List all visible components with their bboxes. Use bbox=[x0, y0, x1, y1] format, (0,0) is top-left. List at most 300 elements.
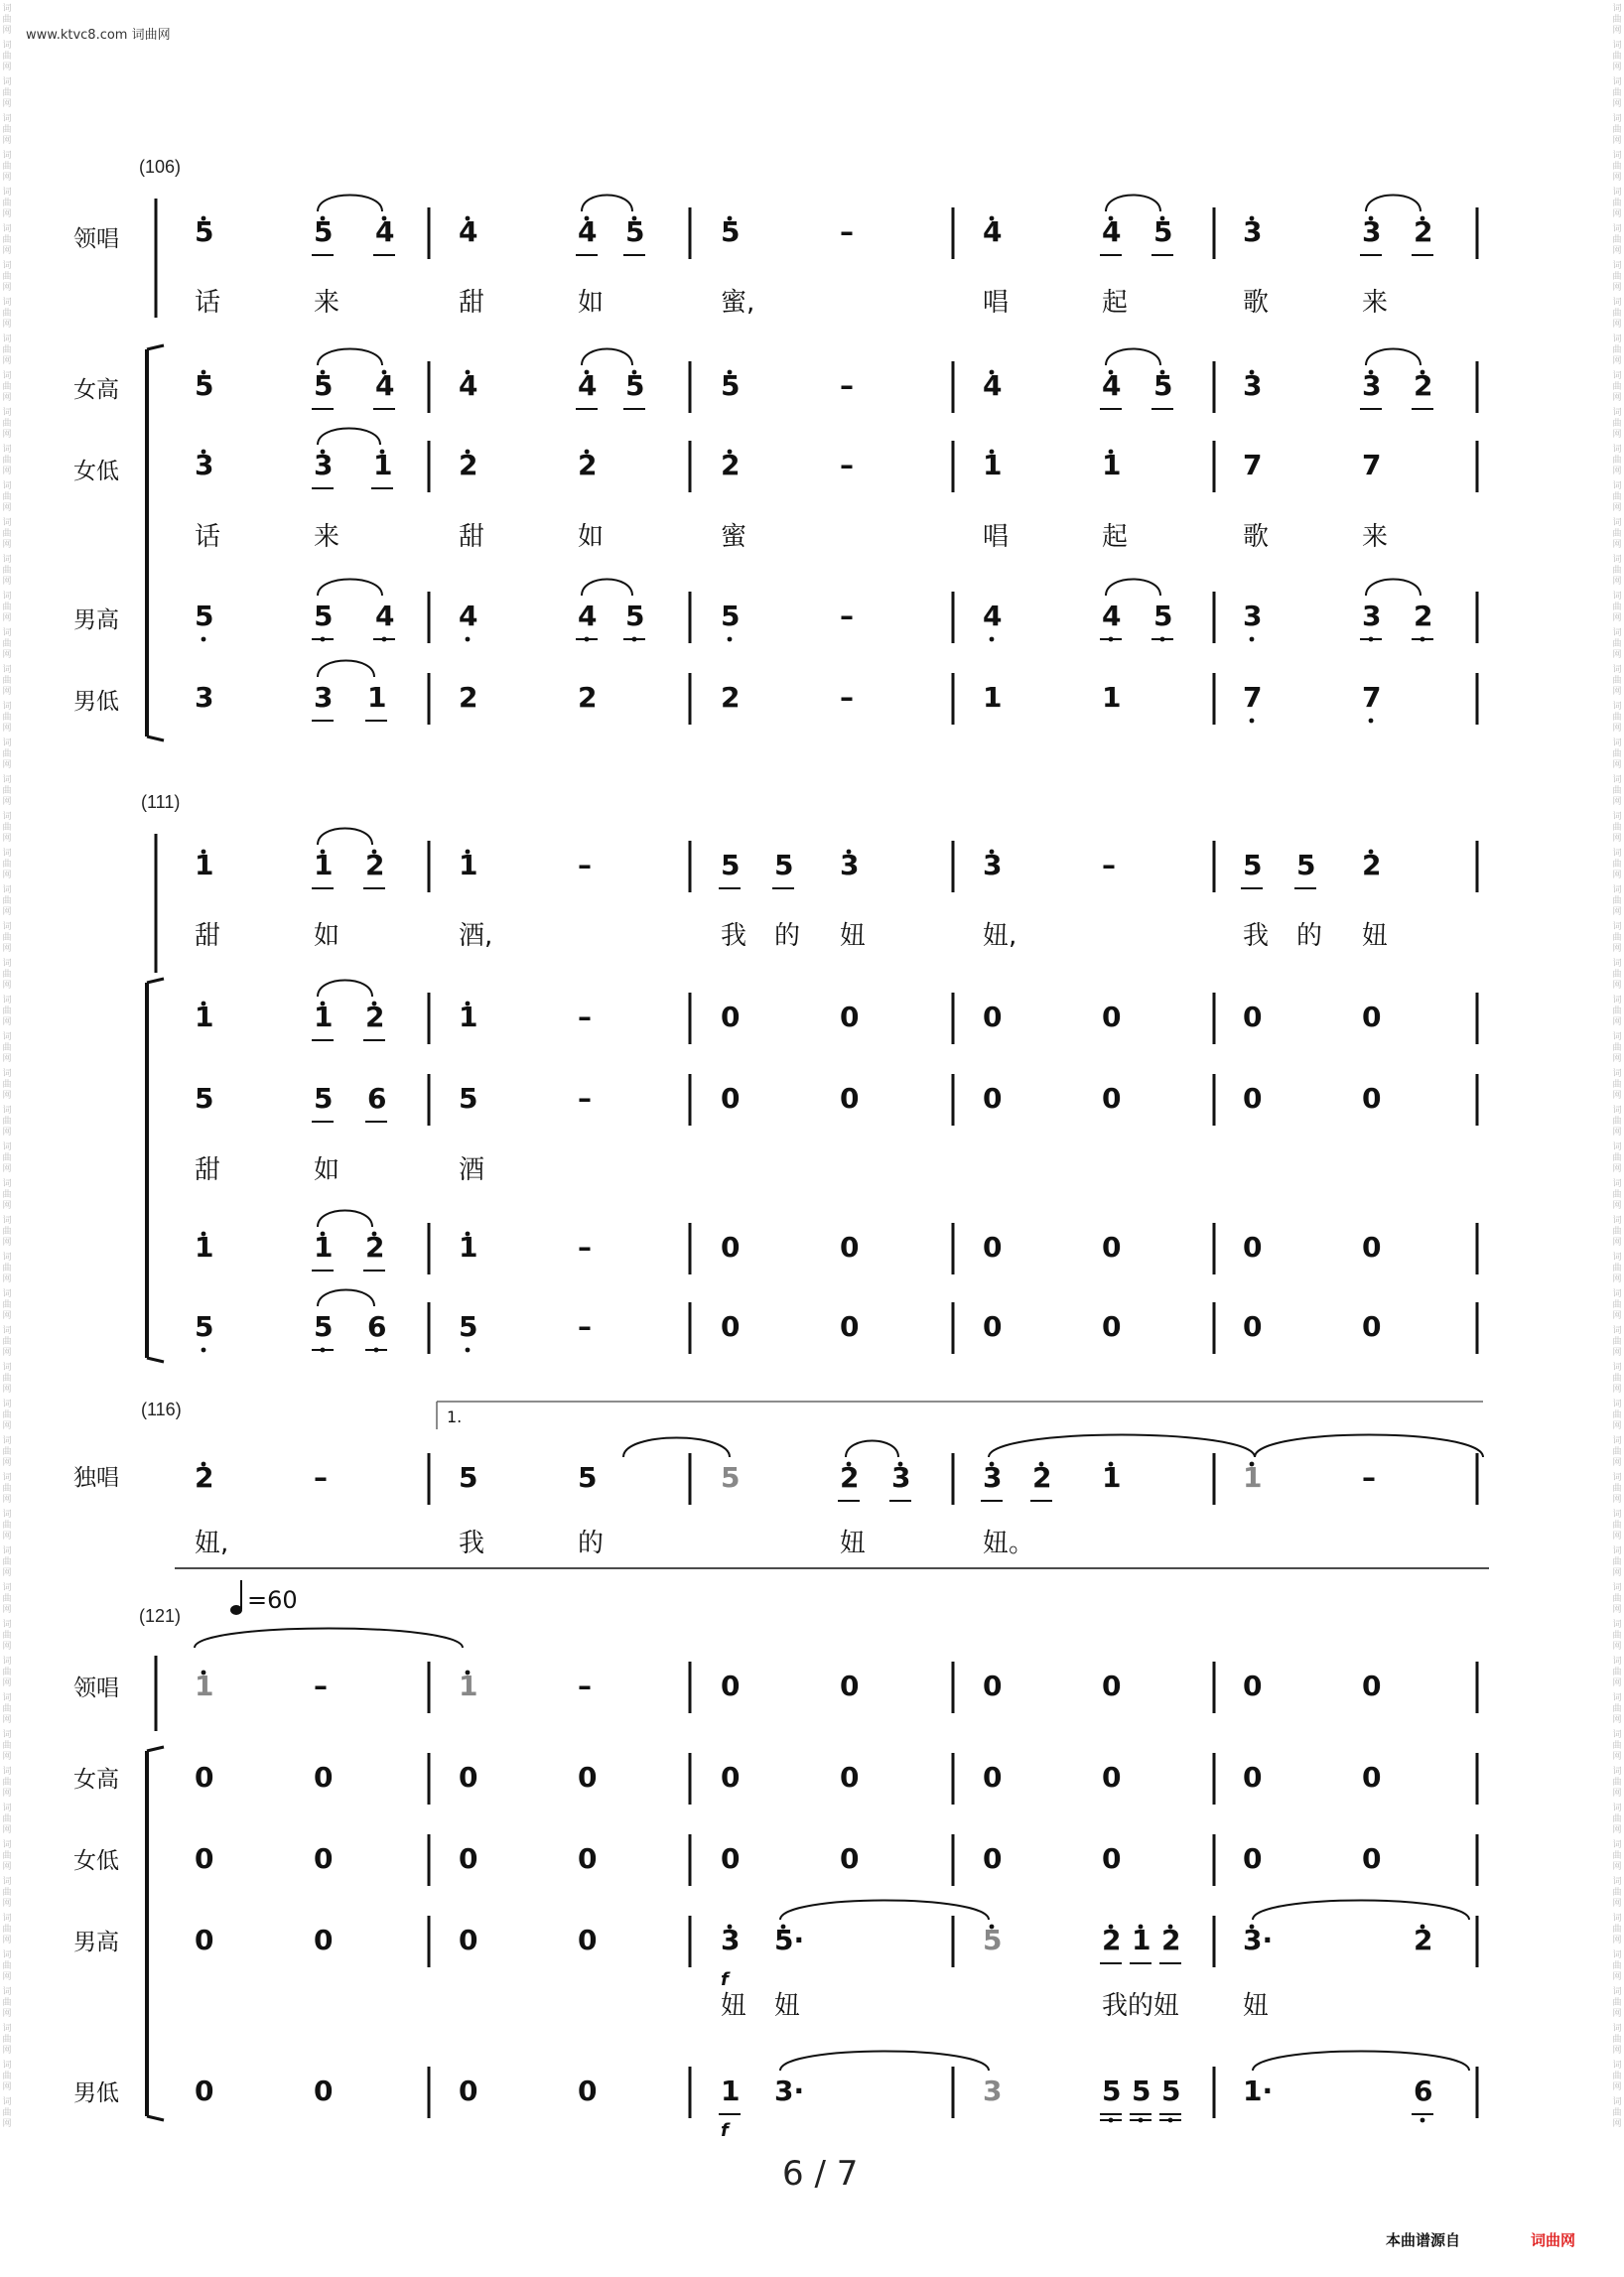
note: 0 bbox=[1102, 1761, 1122, 1794]
watermark-text: 词曲网 bbox=[1612, 4, 1622, 36]
note: 0 bbox=[578, 1842, 598, 1875]
note: 5 bbox=[721, 600, 741, 632]
note: 5 bbox=[195, 1082, 214, 1115]
note: 0 bbox=[983, 1670, 1003, 1702]
watermark-text: 词曲网 bbox=[2, 922, 12, 954]
note: 2 bbox=[1414, 1924, 1433, 1956]
watermark-text: 词曲网 bbox=[2, 1216, 12, 1248]
watermark-text: 词曲网 bbox=[1612, 1400, 1622, 1431]
note: 3 bbox=[1243, 600, 1263, 632]
note: 5 bbox=[314, 600, 334, 632]
note: 0 bbox=[840, 1231, 860, 1264]
watermark-text: 词曲网 bbox=[1612, 1253, 1622, 1284]
slur bbox=[582, 349, 632, 366]
watermark-text: 词曲网 bbox=[1612, 114, 1622, 146]
lyric: 如 bbox=[578, 288, 605, 318]
note: 4 bbox=[459, 215, 478, 248]
lyric: 甜 bbox=[195, 1155, 221, 1185]
lyric: 如 bbox=[578, 522, 605, 552]
slur bbox=[780, 2052, 989, 2072]
watermark-text: 词曲网 bbox=[1612, 628, 1622, 660]
slur bbox=[623, 1438, 730, 1458]
lyric: 我 bbox=[721, 921, 747, 951]
watermark-text: 词曲网 bbox=[2, 1693, 12, 1725]
note: 5 bbox=[195, 215, 214, 248]
lyric: 妞, bbox=[983, 921, 1017, 951]
note: 3· bbox=[1243, 1924, 1274, 1956]
note: 0 bbox=[314, 1924, 334, 1956]
watermark-text: 词曲网 bbox=[1612, 335, 1622, 366]
slur bbox=[1253, 1901, 1469, 1921]
note: 0 bbox=[195, 1842, 214, 1875]
lyric: 起 bbox=[1102, 288, 1129, 318]
watermark-text: 词曲网 bbox=[1612, 812, 1622, 844]
lyric: 歌 bbox=[1243, 522, 1270, 552]
watermark-text: 词曲网 bbox=[2, 41, 12, 72]
note: 4 bbox=[375, 600, 395, 632]
watermark-text: 词曲网 bbox=[1612, 1987, 1622, 2019]
note: 5 bbox=[195, 369, 214, 402]
note: 0 bbox=[721, 1310, 741, 1343]
note: 5 bbox=[459, 1082, 478, 1115]
watermark-text: 词曲网 bbox=[1612, 1216, 1622, 1248]
note: 0 bbox=[840, 1310, 860, 1343]
note: 5 bbox=[1153, 215, 1173, 248]
note: 2 bbox=[578, 449, 598, 481]
watermark-text: 词曲网 bbox=[2, 114, 12, 146]
watermark-text: 词曲网 bbox=[2, 592, 12, 623]
lyric: 甜 bbox=[195, 921, 221, 951]
slur bbox=[1106, 196, 1160, 212]
note: 4 bbox=[983, 369, 1003, 402]
note: 2 bbox=[1362, 849, 1382, 881]
note: 0 bbox=[721, 1231, 741, 1264]
note: 1 bbox=[983, 681, 1003, 714]
lyric: 酒, bbox=[459, 921, 493, 951]
note: 1 bbox=[195, 1001, 214, 1033]
voice-label-bass: 男低 bbox=[73, 689, 119, 715]
watermark-text: 词曲网 bbox=[2, 1657, 12, 1688]
watermark-text: 词曲网 bbox=[1612, 1032, 1622, 1064]
note: 5 bbox=[195, 600, 214, 632]
watermark-text: 词曲网 bbox=[1612, 775, 1622, 807]
note: 5 bbox=[1153, 600, 1173, 632]
note: 2 bbox=[578, 681, 598, 714]
watermark-text: 词曲网 bbox=[1612, 151, 1622, 183]
watermark-text: 词曲网 bbox=[1612, 959, 1622, 991]
watermark-text: 词曲网 bbox=[1612, 1693, 1622, 1725]
watermark-text: 词曲网 bbox=[2, 812, 12, 844]
lyric: 来 bbox=[314, 288, 340, 318]
watermark-text: 词曲网 bbox=[1612, 408, 1622, 440]
lyric: 妞 bbox=[1362, 921, 1389, 951]
watermark-text: 词曲网 bbox=[2, 481, 12, 513]
note: 3 bbox=[1243, 215, 1263, 248]
watermark-text: 词曲网 bbox=[2, 445, 12, 476]
measure-number: (116) bbox=[141, 1400, 182, 1419]
note: 1 bbox=[459, 1001, 478, 1033]
watermark-text: 词曲网 bbox=[1612, 371, 1622, 403]
measure-number: (106) bbox=[139, 157, 182, 177]
watermark-text: 词曲网 bbox=[2, 1142, 12, 1174]
note: 0 bbox=[195, 1924, 214, 1956]
slur bbox=[318, 349, 382, 366]
note: – bbox=[840, 681, 854, 714]
note: 7 bbox=[1243, 681, 1263, 714]
site-header: www.ktvc8.com 词曲网 bbox=[26, 28, 171, 43]
watermark-text: 词曲网 bbox=[1612, 1510, 1622, 1541]
lyric: 蜜, bbox=[721, 288, 755, 318]
watermark-text: 词曲网 bbox=[1612, 518, 1622, 550]
note: 4 bbox=[459, 600, 478, 632]
note: 0 bbox=[459, 1924, 478, 1956]
note: – bbox=[314, 1670, 328, 1702]
slur bbox=[318, 580, 382, 597]
note: 0 bbox=[840, 1001, 860, 1033]
note: 3 bbox=[983, 849, 1003, 881]
note: 0 bbox=[578, 1924, 598, 1956]
watermark-text: 词曲网 bbox=[2, 1436, 12, 1468]
note: 2 bbox=[459, 681, 478, 714]
watermark-text: 词曲网 bbox=[2, 1730, 12, 1762]
note: 4 bbox=[375, 369, 395, 402]
lyric: 歌 bbox=[1243, 288, 1270, 318]
voice-label-bass: 男低 bbox=[73, 2080, 119, 2106]
note: – bbox=[578, 1001, 592, 1033]
watermark-text: 词曲网 bbox=[1612, 1657, 1622, 1688]
slur bbox=[846, 1441, 898, 1458]
dynamic-mark: f bbox=[721, 2120, 729, 2141]
octave-dot bbox=[1369, 719, 1374, 724]
note: 0 bbox=[578, 2075, 598, 2107]
note: 5 bbox=[314, 215, 334, 248]
note: 4 bbox=[1102, 369, 1122, 402]
note: 1 bbox=[1102, 681, 1122, 714]
lyric: 唱 bbox=[983, 522, 1010, 552]
dynamic-mark: f bbox=[721, 1969, 729, 1990]
voice-label-sop: 女高 bbox=[73, 377, 119, 403]
note: 3 bbox=[891, 1461, 911, 1494]
note: 1 bbox=[314, 849, 334, 881]
note: 1 bbox=[721, 2075, 741, 2107]
voice-label-lead: 领唱 bbox=[73, 1675, 119, 1701]
voice-label-alto: 女低 bbox=[73, 1848, 119, 1874]
note: 6 bbox=[367, 1082, 387, 1115]
note: 0 bbox=[983, 1310, 1003, 1343]
watermark-text: 词曲网 bbox=[1612, 298, 1622, 330]
note: 4 bbox=[983, 600, 1003, 632]
octave-dot bbox=[1250, 637, 1255, 642]
lyric: 甜 bbox=[459, 288, 485, 318]
note: 0 bbox=[721, 1761, 741, 1794]
watermark-text: 词曲网 bbox=[2, 665, 12, 697]
slur bbox=[780, 1901, 989, 1921]
watermark-text: 词曲网 bbox=[1612, 555, 1622, 587]
voice-label-ten: 男高 bbox=[73, 607, 119, 633]
note: – bbox=[578, 849, 592, 881]
voice-label-ten: 男高 bbox=[73, 1930, 119, 1955]
note: 5 bbox=[1161, 2075, 1181, 2107]
slur bbox=[318, 829, 372, 846]
watermark-text: 词曲网 bbox=[1612, 1804, 1622, 1835]
lyric: 的 bbox=[774, 921, 801, 951]
note: 5 bbox=[721, 369, 741, 402]
note: 5 bbox=[314, 369, 334, 402]
watermark-text: 词曲网 bbox=[1612, 41, 1622, 72]
watermark-text: 词曲网 bbox=[2, 1289, 12, 1321]
note: 0 bbox=[459, 1761, 478, 1794]
watermark-text: 词曲网 bbox=[1612, 1326, 1622, 1358]
watermark-text: 词曲网 bbox=[1612, 996, 1622, 1027]
note: 1 bbox=[459, 1231, 478, 1264]
note: 2 bbox=[365, 1001, 385, 1033]
note: 7 bbox=[1362, 449, 1382, 481]
watermark-text: 词曲网 bbox=[2, 849, 12, 880]
watermark-text: 词曲网 bbox=[1612, 1473, 1622, 1505]
watermark-text: 词曲网 bbox=[2, 1473, 12, 1505]
note: – bbox=[840, 369, 854, 402]
watermark-text: 词曲网 bbox=[2, 702, 12, 734]
measure-number: (111) bbox=[141, 792, 181, 812]
note: 0 bbox=[1102, 1082, 1122, 1115]
note: 5 bbox=[625, 215, 645, 248]
note: 5 bbox=[625, 600, 645, 632]
note: – bbox=[840, 215, 854, 248]
octave-dot bbox=[1250, 719, 1255, 724]
watermark-text: 词曲网 bbox=[1612, 261, 1622, 293]
watermark-text: 词曲网 bbox=[2, 1546, 12, 1578]
note: 0 bbox=[983, 1082, 1003, 1115]
note: – bbox=[578, 1082, 592, 1115]
watermark-text: 词曲网 bbox=[2, 555, 12, 587]
watermark-text: 词曲网 bbox=[2, 224, 12, 256]
note: 2 bbox=[365, 1231, 385, 1264]
note: 2 bbox=[721, 449, 741, 481]
octave-dot bbox=[990, 637, 995, 642]
note: – bbox=[314, 1461, 328, 1494]
note: 3 bbox=[1243, 369, 1263, 402]
watermark-text: 词曲网 bbox=[2, 1106, 12, 1138]
slur bbox=[318, 429, 380, 446]
note: 5 bbox=[625, 369, 645, 402]
note: 4 bbox=[459, 369, 478, 402]
note: – bbox=[840, 449, 854, 481]
note: 2 bbox=[365, 849, 385, 881]
lyric: 如 bbox=[314, 1155, 340, 1185]
note: 5 bbox=[459, 1310, 478, 1343]
lyric: 妞 bbox=[1243, 1991, 1270, 2021]
watermark-text: 词曲网 bbox=[1612, 77, 1622, 109]
watermark-text: 词曲网 bbox=[2, 1987, 12, 2019]
slur bbox=[582, 580, 632, 597]
note: 0 bbox=[1362, 1001, 1382, 1033]
note: 0 bbox=[1102, 1310, 1122, 1343]
note: 5 bbox=[1243, 849, 1263, 881]
note: 1 bbox=[314, 1001, 334, 1033]
watermark-text: 词曲网 bbox=[2, 1510, 12, 1541]
lyric: 妞, bbox=[195, 1529, 229, 1558]
note: 3· bbox=[774, 2075, 805, 2107]
slur bbox=[1366, 349, 1421, 366]
lyric: 酒 bbox=[459, 1155, 485, 1185]
note: 1 bbox=[314, 1231, 334, 1264]
watermark-text: 词曲网 bbox=[2, 1767, 12, 1799]
octave-dot bbox=[202, 637, 206, 642]
watermark-text: 词曲网 bbox=[2, 1583, 12, 1615]
watermark-text: 词曲网 bbox=[2, 628, 12, 660]
lyric: 来 bbox=[314, 522, 340, 552]
slur bbox=[582, 196, 632, 212]
note: 5 bbox=[1296, 849, 1316, 881]
watermark-text: 词曲网 bbox=[2, 1840, 12, 1872]
watermark-text: 词曲网 bbox=[2, 738, 12, 770]
watermark-text: 词曲网 bbox=[2, 1069, 12, 1101]
note: 0 bbox=[840, 1761, 860, 1794]
slur bbox=[318, 196, 382, 212]
lyric: 的 bbox=[578, 1529, 605, 1558]
note: – bbox=[578, 1310, 592, 1343]
watermark-text: 词曲网 bbox=[1612, 1767, 1622, 1799]
watermark-text: 词曲网 bbox=[1612, 665, 1622, 697]
note: 5· bbox=[774, 1924, 805, 1956]
watermark-text: 词曲网 bbox=[2, 1950, 12, 1982]
note: 0 bbox=[721, 1001, 741, 1033]
tempo-marking: =60 bbox=[247, 1586, 298, 1614]
note: 5 bbox=[314, 1310, 334, 1343]
note: 0 bbox=[983, 1842, 1003, 1875]
note: 2 bbox=[1161, 1924, 1181, 1956]
note: 0 bbox=[721, 1082, 741, 1115]
watermark-text: 词曲网 bbox=[2, 335, 12, 366]
long-slur bbox=[195, 1629, 463, 1649]
lyric: 我 bbox=[1243, 921, 1270, 951]
note: 1 bbox=[1132, 1924, 1151, 1956]
note: – bbox=[578, 1670, 592, 1702]
watermark-text: 词曲网 bbox=[1612, 1730, 1622, 1762]
note: 0 bbox=[314, 2075, 334, 2107]
note: 1 bbox=[195, 1670, 214, 1702]
watermark-text: 词曲网 bbox=[1612, 1950, 1622, 1982]
note: 1 bbox=[1243, 1461, 1263, 1494]
lyric: 我的妞 bbox=[1102, 1991, 1180, 2021]
watermark-text: 词曲网 bbox=[1612, 738, 1622, 770]
bracket-hook bbox=[147, 345, 164, 349]
note: 3 bbox=[840, 849, 860, 881]
watermark-text: 词曲网 bbox=[1612, 1840, 1622, 1872]
note: 0 bbox=[1362, 1310, 1382, 1343]
note: 2 bbox=[1414, 215, 1433, 248]
footer-source: 本曲谱源自 bbox=[1386, 2231, 1461, 2249]
watermark-text: 词曲网 bbox=[1612, 592, 1622, 623]
watermark-text: 词曲网 bbox=[2, 2024, 12, 2056]
lyric: 妞 bbox=[840, 921, 867, 951]
note: 0 bbox=[1362, 1842, 1382, 1875]
watermark-text: 词曲网 bbox=[1612, 1436, 1622, 1468]
watermark-text: 词曲网 bbox=[1612, 1914, 1622, 1945]
octave-dot bbox=[466, 1348, 471, 1353]
note: 1· bbox=[1243, 2075, 1274, 2107]
note: 1 bbox=[1102, 1461, 1122, 1494]
watermark-text: 词曲网 bbox=[2, 408, 12, 440]
note: 0 bbox=[1362, 1670, 1382, 1702]
note: 1 bbox=[195, 849, 214, 881]
lyric: 来 bbox=[1362, 288, 1389, 318]
octave-dot bbox=[1421, 2118, 1425, 2123]
slur bbox=[1366, 196, 1421, 212]
page-number: 6 / 7 bbox=[782, 2154, 859, 2194]
bracket-hook bbox=[147, 1747, 164, 1751]
lyric: 妞 bbox=[721, 1991, 747, 2021]
slur bbox=[1255, 1435, 1483, 1458]
watermark-text: 词曲网 bbox=[1612, 2061, 1622, 2092]
note: 0 bbox=[1243, 1310, 1263, 1343]
note: 0 bbox=[1243, 1842, 1263, 1875]
watermark-text: 词曲网 bbox=[2, 518, 12, 550]
note: 5 bbox=[1132, 2075, 1151, 2107]
watermark-text: 词曲网 bbox=[2, 1400, 12, 1431]
watermark-text: 词曲网 bbox=[1612, 1363, 1622, 1395]
watermark-text: 词曲网 bbox=[2, 261, 12, 293]
watermark-text: 词曲网 bbox=[2, 77, 12, 109]
watermark-text: 词曲网 bbox=[2, 775, 12, 807]
watermark-text: 词曲网 bbox=[1612, 849, 1622, 880]
watermark-text: 词曲网 bbox=[2, 1363, 12, 1395]
note: 2 bbox=[1414, 600, 1433, 632]
watermark-text: 词曲网 bbox=[1612, 445, 1622, 476]
note: 3 bbox=[195, 681, 214, 714]
watermark-text: 词曲网 bbox=[2, 2097, 12, 2129]
watermark-text: 词曲网 bbox=[1612, 1289, 1622, 1321]
note: 6 bbox=[367, 1310, 387, 1343]
bracket-hook bbox=[147, 2116, 164, 2120]
note: 5 bbox=[774, 849, 794, 881]
note: 0 bbox=[314, 1842, 334, 1875]
lyric: 话 bbox=[195, 522, 221, 552]
note: 7 bbox=[1362, 681, 1382, 714]
lyric: 的 bbox=[1296, 921, 1323, 951]
note: 7 bbox=[1243, 449, 1263, 481]
note: 0 bbox=[1243, 1761, 1263, 1794]
watermark-text: 词曲网 bbox=[1612, 2097, 1622, 2129]
note: 3 bbox=[983, 1461, 1003, 1494]
note: 5 bbox=[314, 1082, 334, 1115]
watermark-text: 词曲网 bbox=[2, 1326, 12, 1358]
slur bbox=[1106, 349, 1160, 366]
octave-dot bbox=[466, 637, 471, 642]
note: 5 bbox=[195, 1310, 214, 1343]
slur bbox=[318, 981, 372, 998]
note: 5 bbox=[578, 1461, 598, 1494]
lyric: 来 bbox=[1362, 522, 1389, 552]
voice-label-lead: 领唱 bbox=[73, 226, 119, 252]
note: 1 bbox=[367, 681, 387, 714]
note: 0 bbox=[1102, 1231, 1122, 1264]
note: 0 bbox=[1102, 1001, 1122, 1033]
note: 0 bbox=[1243, 1001, 1263, 1033]
watermark-text: 词曲网 bbox=[2, 371, 12, 403]
note: 4 bbox=[578, 369, 598, 402]
watermark-text: 词曲网 bbox=[1612, 1877, 1622, 1909]
lyric: 我 bbox=[459, 1529, 485, 1558]
note: 5 bbox=[983, 1924, 1003, 1956]
bracket-hook bbox=[147, 979, 164, 983]
note: 5 bbox=[1153, 369, 1173, 402]
voice-label-solo: 独唱 bbox=[73, 1465, 119, 1491]
lyric: 话 bbox=[195, 288, 221, 318]
note: 0 bbox=[578, 1761, 598, 1794]
note: – bbox=[1102, 849, 1116, 881]
note: 0 bbox=[314, 1761, 334, 1794]
